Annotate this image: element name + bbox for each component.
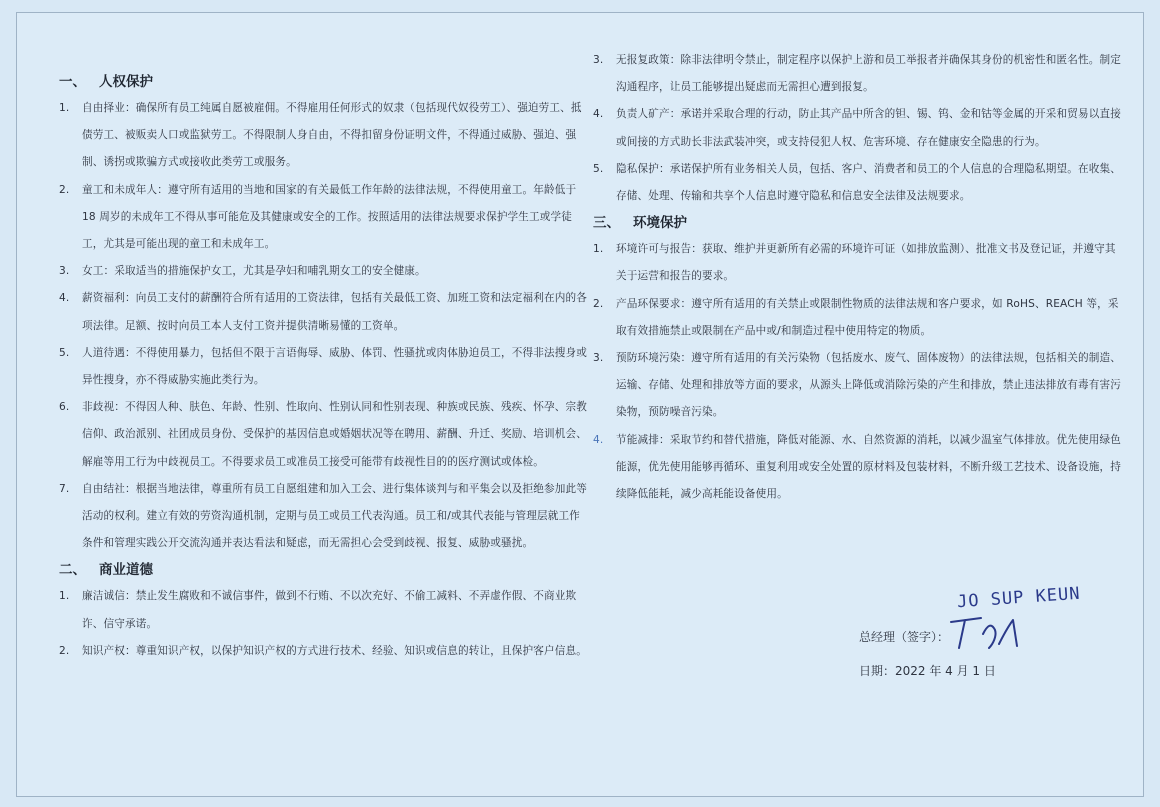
list-item: 4. 薪资福利：向员工支付的薪酬符合所有适用的工资法律，包括有关最低工资、加班工资和法定福利在内的各项法律。足额、按时向员工本人支付工资并提供清晰易懂的工资单。 xyxy=(59,292,587,332)
document-page xyxy=(16,12,1144,797)
list-item: 4. 节能减排：采取节约和替代措施，降低对能源、水、自然资源的消耗，以减少温室气体排放。优先使用绿色能源，优先使用能够再循环、重复利用或安全处置的原材料及包装材料，不断升级工艺技术、设备设施，持续降低能耗，减少高耗能设备使用。 xyxy=(593,433,1121,501)
list-item: 4. 负责人矿产：承诺并采取合理的行动，防止其产品中所含的钽、锡、钨、金和钴等金属的开采和贸易以直接或间接的方式助长非法武装冲突，或支持侵犯人权、危害环境、存在健康安全隐患的行为。 xyxy=(593,108,1121,148)
handwritten-signature-mark xyxy=(943,608,1043,654)
list-item: 3. 女工：采取适当的措施保护女工，尤其是孕妇和哺乳期女工的安全健康。 xyxy=(59,265,426,278)
list-item: 7. 自由结社：根据当地法律，尊重所有员工自愿组建和加入工会、进行集体谈判与和平集会以及拒绝参加此等活动的权利。建立有效的劳资沟通机制，定期与员工或员工代表沟通。员工和/或其代表能与管理层就工作条件和管理实践公开交流沟通并表达看法和疑虑，而无需担心会受到歧视、报复、威胁或骚扰。 xyxy=(59,482,587,550)
list-item: 5. 人道待遇：不得使用暴力，包括但不限于言语侮辱、威胁、体罚、性骚扰或肉体胁迫员工，不得非法搜身或异性搜身，亦不得威胁实施此类行为。 xyxy=(59,346,587,387)
section-title-human-rights: 一、 人权保护 xyxy=(59,74,153,90)
left-column xyxy=(59,69,589,665)
section-title-environment: 三、 环境保护 xyxy=(593,215,687,232)
business-ethics-list-part1 xyxy=(59,583,589,665)
list-item: 3. 无报复政策：除非法律明令禁止，制定程序以保护上游和员工举报者并确保其身份的机密性和匿名性。制定沟通程序，让员工能够提出疑虑而无需担心遭到报复。 xyxy=(593,54,1121,94)
list-item: 2. 知识产权：尊重知识产权，以保护知识产权的方式进行技术、经验、知识或信息的转让，且保护客户信息。 xyxy=(59,644,587,657)
signature-date: 日期：2022 年 4 月 1 日 xyxy=(859,664,996,678)
list-item: 1. 廉洁诚信：禁止发生腐败和不诚信事件，做到不行贿、不以次充好、不偷工减料、不弄虚作假、不商业欺诈、信守承诺。 xyxy=(59,590,577,630)
signature-label: 总经理（签字）： xyxy=(859,630,950,644)
list-item: 1. 环境许可与报告：获取、维护并更新所有必需的环境许可证（如排放监测）、批准文书及登记证，并遵守其关于运营和报告的要求。 xyxy=(593,243,1116,283)
list-item: 3. 预防环境污染：遵守所有适用的有关污染物（包括废水、废气、固体废物）的法律法规，包括相关的制造、运输、存储、处理和排放等方面的要求，从源头上降低或消除污染的产生和排放，禁止违法排放有毒有害污染物，预防噪音污染。 xyxy=(593,352,1121,419)
section-title-business-ethics: 二、 商业道德 xyxy=(59,562,153,579)
list-item: 1. 自由择业：确保所有员工纯属自愿被雇佣。不得雇用任何形式的奴隶（包括现代奴役劳工）、强迫劳工、抵债劳工、被贩卖人口或监狱劳工。不得限制人身自由，不得扣留身份证明文件，不得通过威胁、强迫、强制、诱拐或欺骗方式或接收此类劳工或服务。 xyxy=(59,102,582,169)
business-ethics-list-part2 xyxy=(593,47,1123,210)
signature-name: JO SUP KEUN xyxy=(956,583,1082,613)
list-item: 2. 童工和未成年人：遵守所有适用的当地和国家的有关最低工作年龄的法律法规，不得使用童工。年龄低于 18 周岁的未成年工不得从事可能危及其健康或安全的工作。按照适用的法律法规要求保护学生工或学徒工，尤其是可能出现的童工和未成年工。 xyxy=(59,183,577,251)
signature-block xyxy=(843,583,1103,698)
list-item: 5. 隐私保护：承诺保护所有业务相关人员，包括、客户、消费者和员工的个人信息的合理隐私期望。在收集、存储、处理、传输和共享个人信息时遵守隐私和信息安全法律及法规要求。 xyxy=(593,162,1121,203)
right-column xyxy=(593,47,1123,508)
list-item: 2. 产品环保要求：遵守所有适用的有关禁止或限制性物质的法律法规和客户要求，如 RoHS、REACH 等，采取有效措施禁止或限制在产品中或/和制造过程中使用特定的物质。 xyxy=(593,297,1119,337)
list-item: 6. 非歧视：不得因人种、肤色、年龄、性别、性取向、性别认同和性别表现、种族或民族、残疾、怀孕、宗教信仰、政治派别、社团成员身份、受保护的基因信息或婚姻状况等在聘用、薪酬、升迁、奖励、培训机会、解雇等用工行为中歧视员工。不得要求员工或准员工接受可能带有歧视性目的的医疗测试或体检。 xyxy=(59,401,587,468)
human-rights-list xyxy=(59,95,589,557)
environment-list xyxy=(593,236,1123,508)
